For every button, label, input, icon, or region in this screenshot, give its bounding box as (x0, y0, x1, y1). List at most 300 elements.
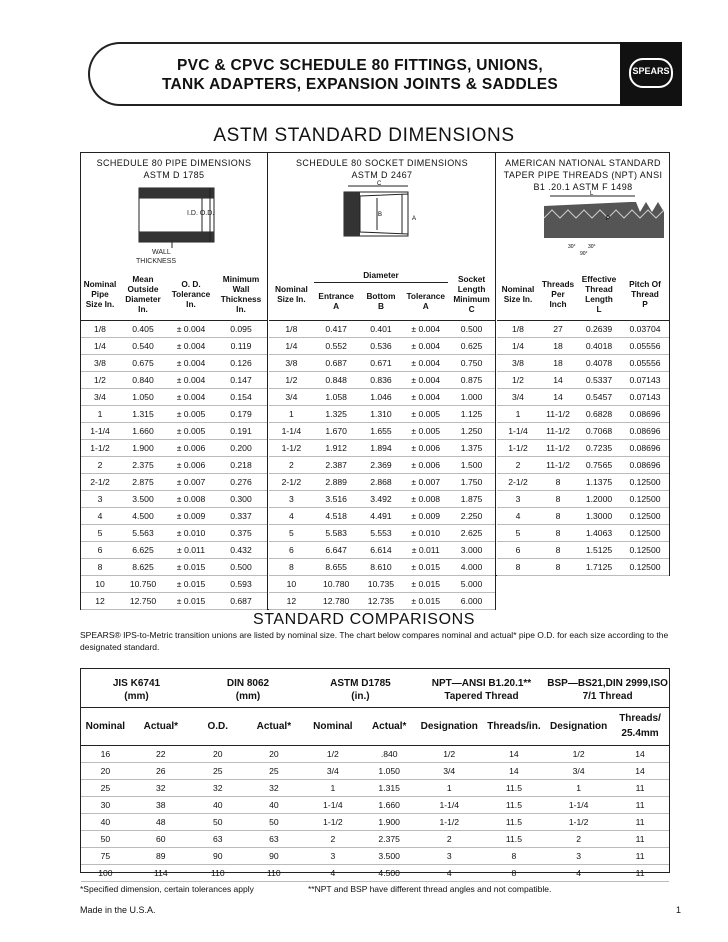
socket-row (269, 592, 495, 609)
socket-dimensions-table (269, 268, 495, 610)
pipe-cell: ± 0.009 (167, 507, 215, 524)
comparison-cell: 32 (130, 779, 192, 796)
thread-cell: 18 (539, 354, 577, 371)
thread-cell: 3/8 (497, 354, 539, 371)
pipe-row (81, 371, 267, 388)
pipe-cell: 5.563 (119, 524, 167, 541)
comparison-row (81, 796, 669, 813)
socket-cell: 1.500 (448, 456, 495, 473)
socket-cell: 1.750 (448, 473, 495, 490)
thread-cell: 0.08696 (621, 456, 669, 473)
comparison-cell: 11 (611, 779, 669, 796)
pipe-cell: 1 (81, 405, 119, 422)
thread-cell: 1.5125 (577, 541, 621, 558)
thickness-label: THICKNESS (136, 258, 177, 265)
thread-heading-line-3: B1 .20.1 ASTM F 1498 (533, 182, 633, 192)
pipe-cell: ± 0.005 (167, 405, 215, 422)
pipe-heading-line-2: ASTM D 1785 (143, 170, 205, 180)
pipe-cell: 2 (81, 456, 119, 473)
pipe-row (81, 541, 267, 558)
pipe-cell: 0.432 (215, 541, 267, 558)
socket-cell: 6.000 (448, 592, 495, 609)
comparison-row (81, 847, 669, 864)
comparison-cell: 14 (611, 762, 669, 779)
socket-col-header: Nominal Size In. (269, 268, 314, 320)
socket-cell: 2.868 (359, 473, 404, 490)
comparison-cell: 11 (611, 830, 669, 847)
thread-cell: 0.12500 (621, 490, 669, 507)
pipe-cell: ± 0.004 (167, 388, 215, 405)
pipe-col-header: Minimum Wall Thickness In. (215, 268, 267, 320)
comparison-row (81, 762, 669, 779)
socket-cell: 0.401 (359, 320, 404, 337)
socket-row (269, 541, 495, 558)
comparison-cell: 50 (244, 813, 304, 830)
comparison-cell: 11.5 (482, 796, 546, 813)
thread-cell: 0.03704 (621, 320, 669, 337)
comparison-cell: 11.5 (482, 813, 546, 830)
thread-cell: 27 (539, 320, 577, 337)
comparison-cell: 114 (130, 864, 192, 881)
socket-cell: 3 (269, 490, 314, 507)
socket-row (269, 558, 495, 575)
pipe-cell: 8.625 (119, 558, 167, 575)
comparison-cell: 1-1/4 (417, 796, 482, 813)
thread-dimensions-table (497, 268, 669, 576)
pipe-cell: 5 (81, 524, 119, 541)
pipe-cell: 3.500 (119, 490, 167, 507)
pipe-cell: 0.276 (215, 473, 267, 490)
pipe-col-header: O. D. Tolerance In. (167, 268, 215, 320)
thread-row (497, 524, 669, 541)
pipe-dimensions-table (81, 268, 267, 610)
pipe-cell: 0.126 (215, 354, 267, 371)
socket-cell: ± 0.009 (403, 507, 448, 524)
thread-cell: 0.4078 (577, 354, 621, 371)
comparison-row (81, 745, 669, 762)
thread-cell: 2 (497, 456, 539, 473)
socket-cell: 0.875 (448, 371, 495, 388)
thread-cell: 4 (497, 507, 539, 524)
socket-cell: 0.750 (448, 354, 495, 371)
comparison-cell: 22 (130, 745, 192, 762)
socket-col-header: Bottom B (359, 282, 404, 320)
thread-cell: 0.07143 (621, 388, 669, 405)
socket-cell: 1.655 (359, 422, 404, 439)
socket-cell: 1/8 (269, 320, 314, 337)
comparison-cell: 3/4 (304, 762, 362, 779)
socket-diameter-header: Diameter (314, 268, 448, 282)
pipe-row (81, 524, 267, 541)
socket-row (269, 575, 495, 592)
pipe-cell: ± 0.004 (167, 354, 215, 371)
socket-diagram (330, 178, 430, 248)
socket-cell: 1 (269, 405, 314, 422)
socket-cell: 1.310 (359, 405, 404, 422)
comparison-cell: 11.5 (482, 830, 546, 847)
thread-col-header: Threads Per Inch (539, 268, 577, 320)
comparisons-table (81, 673, 669, 882)
pipe-cell: 0.218 (215, 456, 267, 473)
pipe-cell: 12 (81, 592, 119, 609)
thread-cell: 8 (539, 541, 577, 558)
pipe-cell: 0.147 (215, 371, 267, 388)
socket-cell: 1.125 (448, 405, 495, 422)
comparison-group-header: NPT—ANSI B1.20.1** Tapered Thread (431, 677, 532, 702)
thread-cell: 6 (497, 541, 539, 558)
thread-header-row (497, 268, 669, 320)
socket-cell: 5.553 (359, 524, 404, 541)
comparison-cell: 14 (482, 745, 546, 762)
pipe-cell: 0.687 (215, 592, 267, 609)
socket-cell: 10.735 (359, 575, 404, 592)
socket-cell: 1.250 (448, 422, 495, 439)
thread-cell: 2-1/2 (497, 473, 539, 490)
pipe-cell: 4 (81, 507, 119, 524)
socket-cell: 5.000 (448, 575, 495, 592)
thread-cell: 1.4063 (577, 524, 621, 541)
spears-logo (620, 42, 682, 106)
thread-row (497, 388, 669, 405)
socket-cell: 6.647 (314, 541, 359, 558)
thread-angle-2: 30° (588, 244, 596, 250)
thread-cell: 0.05556 (621, 337, 669, 354)
page-number: 1 (676, 905, 682, 915)
comparison-cell: 3 (304, 847, 362, 864)
comparison-cell: 40 (192, 796, 244, 813)
socket-cell: 3.516 (314, 490, 359, 507)
socket-cell: 4.000 (448, 558, 495, 575)
socket-cell: 0.500 (448, 320, 495, 337)
socket-a-label: A (412, 216, 417, 222)
socket-cell: 0.417 (314, 320, 359, 337)
socket-cell: 0.625 (448, 337, 495, 354)
socket-cell: 1.375 (448, 439, 495, 456)
socket-cell: 3.492 (359, 490, 404, 507)
pipe-cell: 1.900 (119, 439, 167, 456)
comparison-group-row (81, 673, 669, 707)
socket-cell: 1-1/4 (269, 422, 314, 439)
header-title (100, 56, 620, 94)
comparison-cell: 11 (611, 847, 669, 864)
header-line-1: PVC & CPVC SCHEDULE 80 FITTINGS, UNIONS, (177, 57, 543, 74)
comparison-col-header: Nominal (81, 707, 130, 745)
thread-row (497, 456, 669, 473)
pipe-cell: 1-1/4 (81, 422, 119, 439)
comparison-cell: 11 (611, 864, 669, 881)
thread-cell: 0.5337 (577, 371, 621, 388)
comparison-cell: 110 (244, 864, 304, 881)
socket-col-header: Socket Length Minimum C (448, 268, 495, 320)
header-line-2: TANK ADAPTERS, EXPANSION JOINTS & SADDLES (161, 76, 559, 93)
comparison-cell: 14 (482, 762, 546, 779)
socket-cell: ± 0.015 (403, 558, 448, 575)
pipe-cell: 3/8 (81, 354, 119, 371)
thread-cell: 1 (497, 405, 539, 422)
pipe-heading (84, 157, 264, 181)
footnote-thread-angles: **NPT and BSP have different thread angles and not compatible. (308, 884, 552, 894)
thread-cell: 0.5457 (577, 388, 621, 405)
thread-cell: 14 (539, 388, 577, 405)
pipe-cell: 3/4 (81, 388, 119, 405)
socket-cell: 4.491 (359, 507, 404, 524)
pipe-cell: ± 0.006 (167, 439, 215, 456)
socket-cell: 5 (269, 524, 314, 541)
thread-angle-1: 30° (568, 244, 576, 250)
thread-cell: 1/8 (497, 320, 539, 337)
pipe-header-row (81, 268, 267, 320)
socket-heading-line-1: SCHEDULE 80 SOCKET DIMENSIONS (296, 158, 468, 168)
comparison-cell: 26 (130, 762, 192, 779)
comparison-cell: 1 (304, 779, 362, 796)
socket-row (269, 371, 495, 388)
pipe-row (81, 592, 267, 609)
pipe-row (81, 558, 267, 575)
comparison-group-header: BSP—BS21,DIN 2999,ISO 7/1 Thread (547, 677, 668, 702)
pipe-cell: ± 0.006 (167, 456, 215, 473)
socket-cell: 1.670 (314, 422, 359, 439)
comparison-cell: 1/2 (304, 745, 362, 762)
comparison-cell: 20 (244, 745, 304, 762)
pipe-row (81, 456, 267, 473)
socket-cell: 8 (269, 558, 314, 575)
socket-cell: ± 0.015 (403, 575, 448, 592)
thread-cell: 0.7068 (577, 422, 621, 439)
socket-row (269, 388, 495, 405)
comparison-cell: 1.050 (362, 762, 417, 779)
pipe-cell: 0.119 (215, 337, 267, 354)
pipe-cell: 1/2 (81, 371, 119, 388)
comparison-cell: 50 (81, 830, 130, 847)
comparison-cell: 14 (611, 745, 669, 762)
comparison-cell: 110 (192, 864, 244, 881)
pipe-cell: 10.750 (119, 575, 167, 592)
comparison-cell: 3 (417, 847, 482, 864)
thread-heading-line-2: TAPER PIPE THREADS (NPT) ANSI (503, 170, 663, 180)
pipe-row (81, 575, 267, 592)
pipe-cell: 0.840 (119, 371, 167, 388)
comparison-cell: 11 (611, 813, 669, 830)
thread-cell: 8 (539, 558, 577, 575)
socket-cell: 10 (269, 575, 314, 592)
comparison-col-header: Designation (417, 707, 482, 745)
thread-row (497, 371, 669, 388)
logo-text: SPEARS (632, 66, 670, 76)
socket-cell: ± 0.004 (403, 320, 448, 337)
pipe-cell: 0.675 (119, 354, 167, 371)
socket-cell: 1-1/2 (269, 439, 314, 456)
comparison-cell: 40 (81, 813, 130, 830)
thread-col-header: Effective Thread Length L (577, 268, 621, 320)
thread-cell: 1.7125 (577, 558, 621, 575)
socket-cell: 1.894 (359, 439, 404, 456)
pipe-cell: 2-1/2 (81, 473, 119, 490)
thread-cell: 0.7565 (577, 456, 621, 473)
thread-row (497, 354, 669, 371)
comparison-cell: 1-1/2 (546, 813, 611, 830)
comparison-cell: 20 (81, 762, 130, 779)
pipe-cell: 2.875 (119, 473, 167, 490)
comparison-row (81, 779, 669, 796)
comparison-group-header: JIS K6741 (mm) (112, 677, 161, 702)
comparison-cell: 48 (130, 813, 192, 830)
socket-cell: ± 0.004 (403, 371, 448, 388)
pipe-cell: 1-1/2 (81, 439, 119, 456)
thread-row (497, 473, 669, 490)
comparison-cell: 2 (417, 830, 482, 847)
comparison-col-header: O.D. (192, 707, 244, 745)
pipe-row (81, 354, 267, 371)
thread-cell: 18 (539, 337, 577, 354)
thread-cell: 0.12500 (621, 473, 669, 490)
pipe-cell: 0.500 (215, 558, 267, 575)
pipe-cell: 8 (81, 558, 119, 575)
comparison-cell: 4 (546, 864, 611, 881)
thread-cell: 8 (539, 490, 577, 507)
socket-cell: 1.000 (448, 388, 495, 405)
thread-row (497, 490, 669, 507)
comparison-cell: 4.500 (362, 864, 417, 881)
thread-cell: 0.08696 (621, 422, 669, 439)
pipe-cell: 0.337 (215, 507, 267, 524)
pipe-row (81, 439, 267, 456)
thread-cell: 11-1/2 (539, 456, 577, 473)
socket-cell: ± 0.005 (403, 422, 448, 439)
comparison-cell: 8 (482, 864, 546, 881)
pipe-cell: ± 0.010 (167, 524, 215, 541)
pipe-cell: ± 0.015 (167, 592, 215, 609)
comparison-row (81, 813, 669, 830)
socket-cell: 10.780 (314, 575, 359, 592)
pipe-cell: 6 (81, 541, 119, 558)
comparison-col-header: Threads/in. (482, 707, 546, 745)
socket-cell: 2.369 (359, 456, 404, 473)
comparison-cell: 1-1/2 (417, 813, 482, 830)
pipe-row (81, 337, 267, 354)
thread-cell: 0.2639 (577, 320, 621, 337)
thread-angle-3: 90° (580, 251, 588, 257)
pipe-cell: 0.300 (215, 490, 267, 507)
thread-cell: 1/2 (497, 371, 539, 388)
comparison-cell: 1.660 (362, 796, 417, 813)
socket-cell: 2.250 (448, 507, 495, 524)
thread-cell: 8 (539, 524, 577, 541)
pipe-cell: 12.750 (119, 592, 167, 609)
pipe-cell: 0.191 (215, 422, 267, 439)
socket-cell: 2.625 (448, 524, 495, 541)
socket-cell: 8.655 (314, 558, 359, 575)
socket-cell: 2-1/2 (269, 473, 314, 490)
socket-cell: 2 (269, 456, 314, 473)
comparison-cell: 60 (130, 830, 192, 847)
pipe-row (81, 490, 267, 507)
thread-cell: 11-1/2 (539, 405, 577, 422)
comparison-col-header: Designation (546, 707, 611, 745)
socket-cell: ± 0.008 (403, 490, 448, 507)
socket-cell: 3.000 (448, 541, 495, 558)
socket-cell: 1.875 (448, 490, 495, 507)
comparison-cell: 25 (81, 779, 130, 796)
thread-cell: 1-1/4 (497, 422, 539, 439)
comparison-cell: 25 (244, 762, 304, 779)
pipe-cell: 0.179 (215, 405, 267, 422)
socket-col-header: Entrance A (314, 282, 359, 320)
comparison-cell: 100 (81, 864, 130, 881)
comparison-cell: 30 (81, 796, 130, 813)
pipe-cell: 10 (81, 575, 119, 592)
socket-c-label: C (377, 181, 382, 187)
comparison-col-header: Threads/ 25.4mm (611, 707, 669, 745)
pipe-row (81, 405, 267, 422)
thread-cell: 0.6828 (577, 405, 621, 422)
pipe-cell: 2.375 (119, 456, 167, 473)
socket-cell: ± 0.006 (403, 439, 448, 456)
socket-cell: ± 0.004 (403, 354, 448, 371)
pipe-cell: ± 0.004 (167, 320, 215, 337)
pipe-heading-line-1: SCHEDULE 80 PIPE DIMENSIONS (96, 158, 252, 168)
comparison-cell: 1.900 (362, 813, 417, 830)
thread-cell: 3 (497, 490, 539, 507)
thread-cell: 0.08696 (621, 439, 669, 456)
pipe-cell: 0.154 (215, 388, 267, 405)
thread-p-label: P (606, 216, 611, 222)
socket-row (269, 337, 495, 354)
pipe-cell: 0.540 (119, 337, 167, 354)
socket-row (269, 473, 495, 490)
pipe-cell: 0.200 (215, 439, 267, 456)
socket-cell: ± 0.007 (403, 473, 448, 490)
socket-cell: 4.518 (314, 507, 359, 524)
thread-row (497, 507, 669, 524)
thread-row (497, 558, 669, 575)
pipe-col-header: Nominal Pipe Size In. (81, 268, 119, 320)
socket-row (269, 507, 495, 524)
thread-row (497, 439, 669, 456)
comparison-cell: 1-1/2 (304, 813, 362, 830)
comparison-cell: 90 (192, 847, 244, 864)
comparison-cell: 2 (546, 830, 611, 847)
socket-cell: ± 0.004 (403, 388, 448, 405)
thread-cell: 11-1/2 (539, 422, 577, 439)
socket-cell: 1.912 (314, 439, 359, 456)
comparison-cell: 1/2 (417, 745, 482, 762)
socket-cell: 12.735 (359, 592, 404, 609)
comparison-col-header: Actual* (130, 707, 192, 745)
comparison-cell: 63 (192, 830, 244, 847)
socket-b-label: B (378, 212, 383, 218)
pipe-cross-section-diagram (84, 184, 264, 268)
pipe-cell: 1/8 (81, 320, 119, 337)
pipe-cell: 1/4 (81, 337, 119, 354)
socket-row (269, 439, 495, 456)
socket-row (269, 490, 495, 507)
thread-heading (498, 157, 668, 193)
socket-cell: ± 0.006 (403, 456, 448, 473)
thread-cell: 1.2000 (577, 490, 621, 507)
socket-cell: ± 0.010 (403, 524, 448, 541)
comparison-cell: 1-1/4 (546, 796, 611, 813)
made-in-usa: Made in the U.S.A. (80, 905, 156, 915)
pipe-cell: 1.050 (119, 388, 167, 405)
socket-cell: 1/4 (269, 337, 314, 354)
thread-cell: 0.12500 (621, 524, 669, 541)
thread-cell: 0.4018 (577, 337, 621, 354)
pipe-col-header: Mean Outside Diameter In. (119, 268, 167, 320)
comparison-group-header: ASTM D1785 (in.) (330, 677, 391, 702)
socket-cell: 5.583 (314, 524, 359, 541)
comparison-col-header: Actual* (362, 707, 417, 745)
thread-cell: 5 (497, 524, 539, 541)
